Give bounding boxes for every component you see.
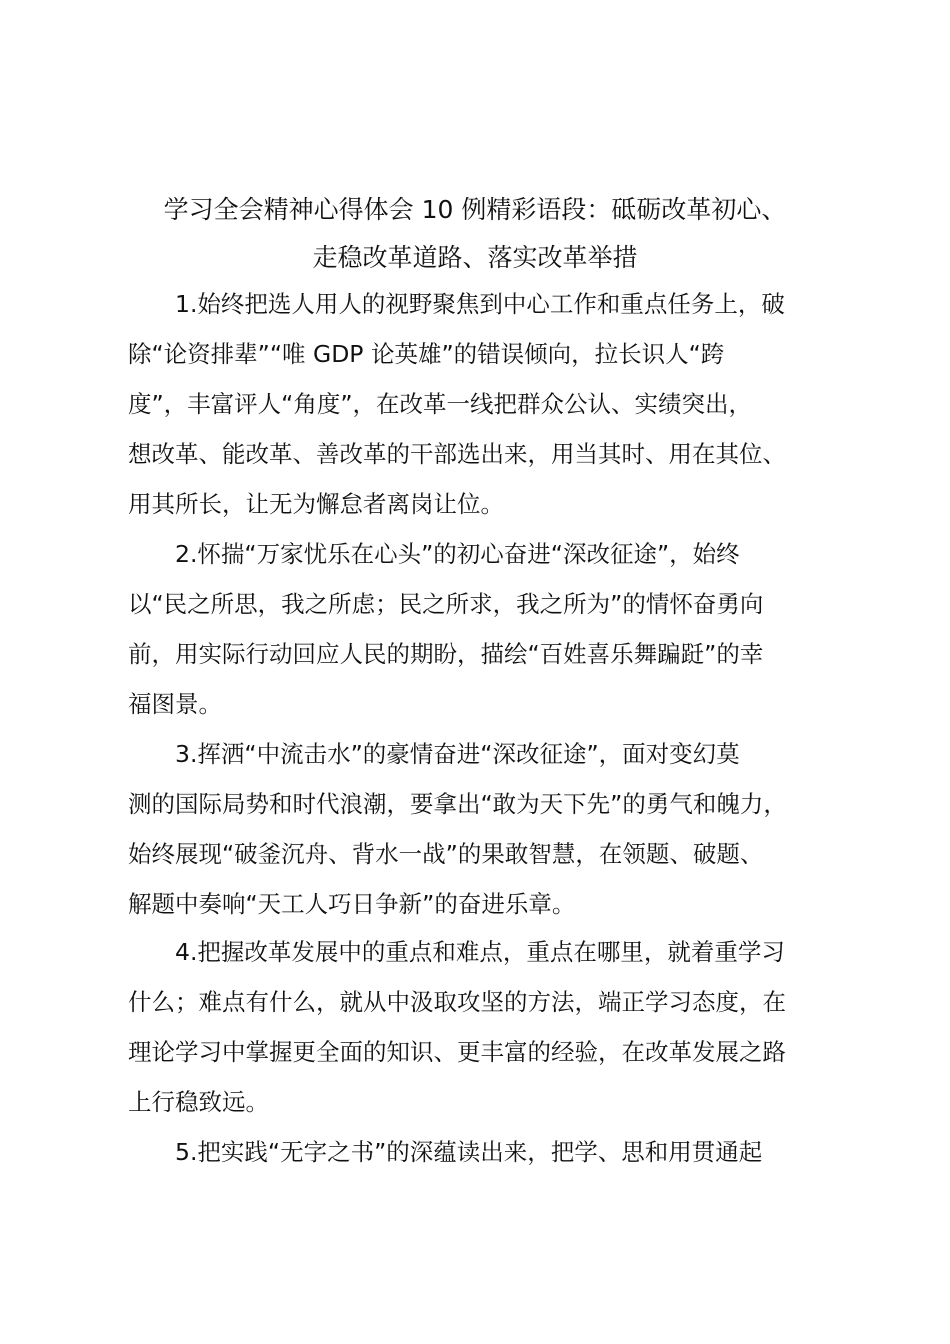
document-title-line-2: 走稳改革道路、落实改革举措	[312, 243, 638, 272]
paragraph-line: 4.把握改革发展中的重点和难点，重点在哪里，就着重学习	[175, 938, 785, 966]
paragraph-line: 始终展现“破釜沉舟、背水一战”的果敢智慧，在领题、破题、	[128, 840, 764, 868]
paragraph-line: 想改革、能改革、善改革的干部选出来，用当其时、用在其位、	[128, 440, 786, 468]
paragraph-line: 3.挥洒“中流击水”的豪情奋进“深改征途”，面对变幻莫	[175, 740, 740, 768]
paragraph-line: 上行稳致远。	[128, 1088, 269, 1116]
document-title-line-1: 学习全会精神心得体会 10 例精彩语段：砥砺改革初心、	[163, 195, 787, 224]
paragraph-line: 除“论资排辈”“唯 GDP 论英雄”的错误倾向，拉长识人“跨	[128, 340, 725, 368]
paragraph-line: 测的国际局势和时代浪潮，要拿出“敢为天下先”的勇气和魄力，	[128, 790, 787, 818]
paragraph-line: 5.把实践“无字之书”的深蕴读出来，把学、思和用贯通起	[175, 1138, 763, 1166]
paragraph-line: 2.怀揣“万家忧乐在心头”的初心奋进“深改征途”，始终	[175, 540, 740, 568]
paragraph-line: 福图景。	[128, 690, 222, 718]
paragraph-line: 解题中奏响“天工人巧日争新”的奋进乐章。	[128, 890, 576, 918]
paragraph-line: 以“民之所思，我之所虑；民之所求，我之所为”的情怀奋勇向	[128, 590, 764, 618]
paragraph-line: 度”，丰富评人“角度”，在改革一线把群众公认、实绩突出，	[128, 390, 753, 418]
paragraph-line: 前，用实际行动回应人民的期盼，描绘“百姓喜乐舞蹁跹”的幸	[128, 640, 764, 668]
paragraph-line: 1.始终把选人用人的视野聚焦到中心工作和重点任务上，破	[175, 290, 785, 318]
paragraph-line: 用其所长，让无为懈怠者离岗让位。	[128, 490, 504, 518]
paragraph-line: 理论学习中掌握更全面的知识、更丰富的经验，在改革发展之路	[128, 1038, 786, 1066]
paragraph-line: 什么；难点有什么，就从中汲取攻坚的方法，端正学习态度，在	[128, 988, 786, 1016]
